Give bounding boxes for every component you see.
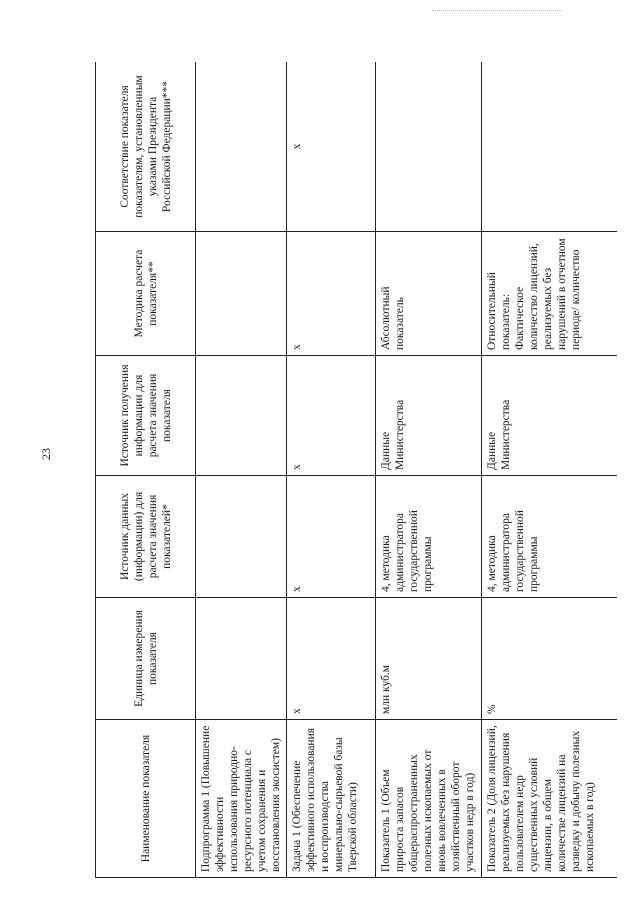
header-data-source: Источник данных (информации) для расчета значения показателей* xyxy=(96,476,196,598)
table-row xyxy=(287,62,376,878)
cell-data-source: 4, методика администратора государственной программы xyxy=(482,476,618,598)
cell-name: Задача 1 (Обеспечение эффективного использования и воспроизводства минерально-сырьевой базы Тверской области) xyxy=(287,720,376,878)
cell-data-source xyxy=(196,476,287,598)
cell-data-source: 4, методика администратора государственной программы xyxy=(376,476,482,598)
cell-method: Абсолютный показатель xyxy=(376,232,482,356)
cell-info-source: Данные Министерства xyxy=(482,356,618,476)
cell-data-source: х xyxy=(287,476,376,598)
scan-header-artifact xyxy=(432,10,562,11)
cell-method xyxy=(196,232,287,356)
table-row xyxy=(196,62,287,878)
cell-correspondence xyxy=(196,62,287,232)
header-indicator-name: Наименование показателя xyxy=(96,720,196,878)
header-correspondence: Соответствие показателя показателям, установленным указами Президента Российской Федерации*** xyxy=(96,62,196,232)
cell-method: х xyxy=(287,232,376,356)
indicators-table xyxy=(95,62,617,878)
table-header-row xyxy=(96,62,196,878)
page-number: 23 xyxy=(39,448,53,460)
cell-unit: % xyxy=(482,598,618,720)
header-info-source: Источник получения информации для расчета значения показателя xyxy=(96,356,196,476)
table-row xyxy=(376,62,482,878)
cell-correspondence xyxy=(482,62,618,232)
cell-method: Относительный показатель: Фактическое количество лицензий, реализуемых без нарушений в отчетном периоде/ количество xyxy=(482,232,618,356)
cell-correspondence: х xyxy=(287,62,376,232)
cell-name: Показатель 1 (Объем прироста запасов общераспространенных полезных ископаемых от вновь вовлеченных в хозяйственный оборот участков недр в год) xyxy=(376,720,482,878)
header-method: Методика расчета показателя** xyxy=(96,232,196,356)
cell-info-source: х xyxy=(287,356,376,476)
cell-info-source: Данные Министерства xyxy=(376,356,482,476)
rotated-table-area xyxy=(95,62,617,878)
cell-unit: х xyxy=(287,598,376,720)
header-unit: Единица измерения показателя xyxy=(96,598,196,720)
cell-unit: млн куб.м xyxy=(376,598,482,720)
cell-unit xyxy=(196,598,287,720)
cell-name: Подпрограмма 1 (Повышение эффективности использования природно-ресурсного потенциала с учетом сохранения и восстановления экосистем) xyxy=(196,720,287,878)
rotated-table-wrapper xyxy=(95,62,617,878)
cell-correspondence xyxy=(376,62,482,232)
cell-name: Показатель 2 (Доля лицензий, реализуемых без нарушения пользователем недр существенных условий лицензии, в общем количестве лицензий на разведку и добычу полезных ископаемых в год) xyxy=(482,720,618,878)
table-row xyxy=(482,62,618,878)
cell-info-source xyxy=(196,356,287,476)
